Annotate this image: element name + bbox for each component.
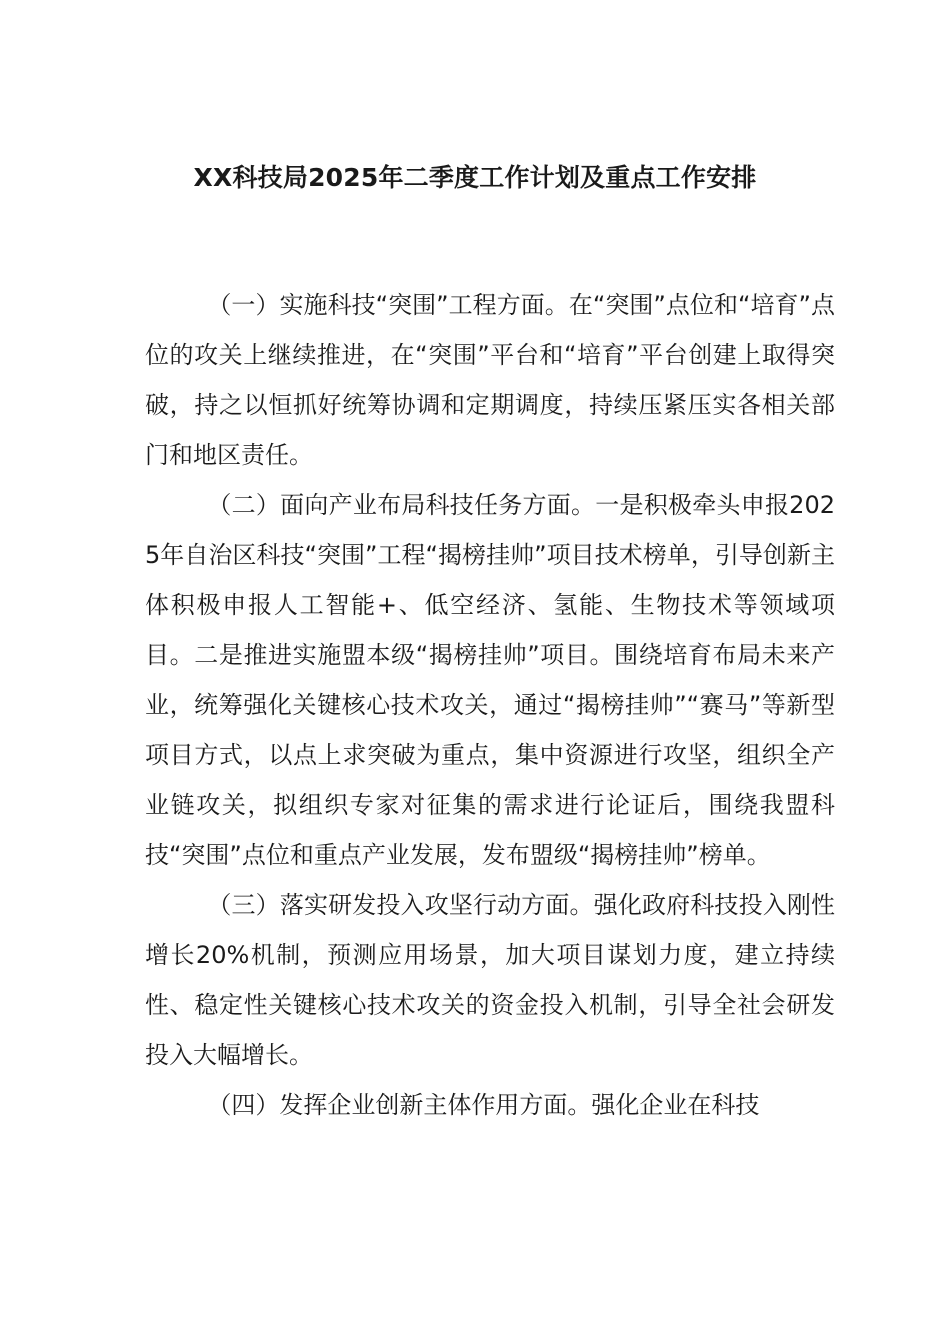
document-body: [145, 280, 835, 1130]
paragraph-4: （四）发挥企业创新主体作用方面。强化企业在科技: [207, 1091, 760, 1119]
paragraph-3: （三）落实研发投入攻坚行动方面。强化政府科技投入刚性增长20%机制，预测应用场景，加大项目谋划力度，建立持续性、稳定性关键核心技术攻关的资金投入机制，引导全社会研发投入大幅增长。: [145, 891, 835, 1069]
document-title: XX科技局2025年二季度工作计划及重点工作安排: [193, 163, 757, 192]
paragraph-1: （一）实施科技“突围”工程方面。在“突围”点位和“培育”点位的攻关上继续推进，在“突围”平台和“培育”平台创建上取得突破，持之以恒抓好统筹协调和定期调度，持续压紧压实各相关部门和地区责任。: [145, 291, 835, 469]
paragraph-2: （二）面向产业布局科技任务方面。一是积极牵头申报2025年自治区科技“突围”工程“揭榜挂帅”项目技术榜单，引导创新主体积极申报人工智能+、低空经济、氢能、生物技术等领域项目。二是推进实施盟本级“揭榜挂帅”项目。围绕培育布局未来产业，统筹强化关键核心技术攻关，通过“揭榜挂帅”“赛马”等新型项目方式，以点上求突破为重点，集中资源进行攻坚，组织全产业链攻关，拟组织专家对征集的需求进行论证后，围绕我盟科技“突围”点位和重点产业发展，发布盟级“揭榜挂帅”榜单。: [145, 491, 835, 869]
